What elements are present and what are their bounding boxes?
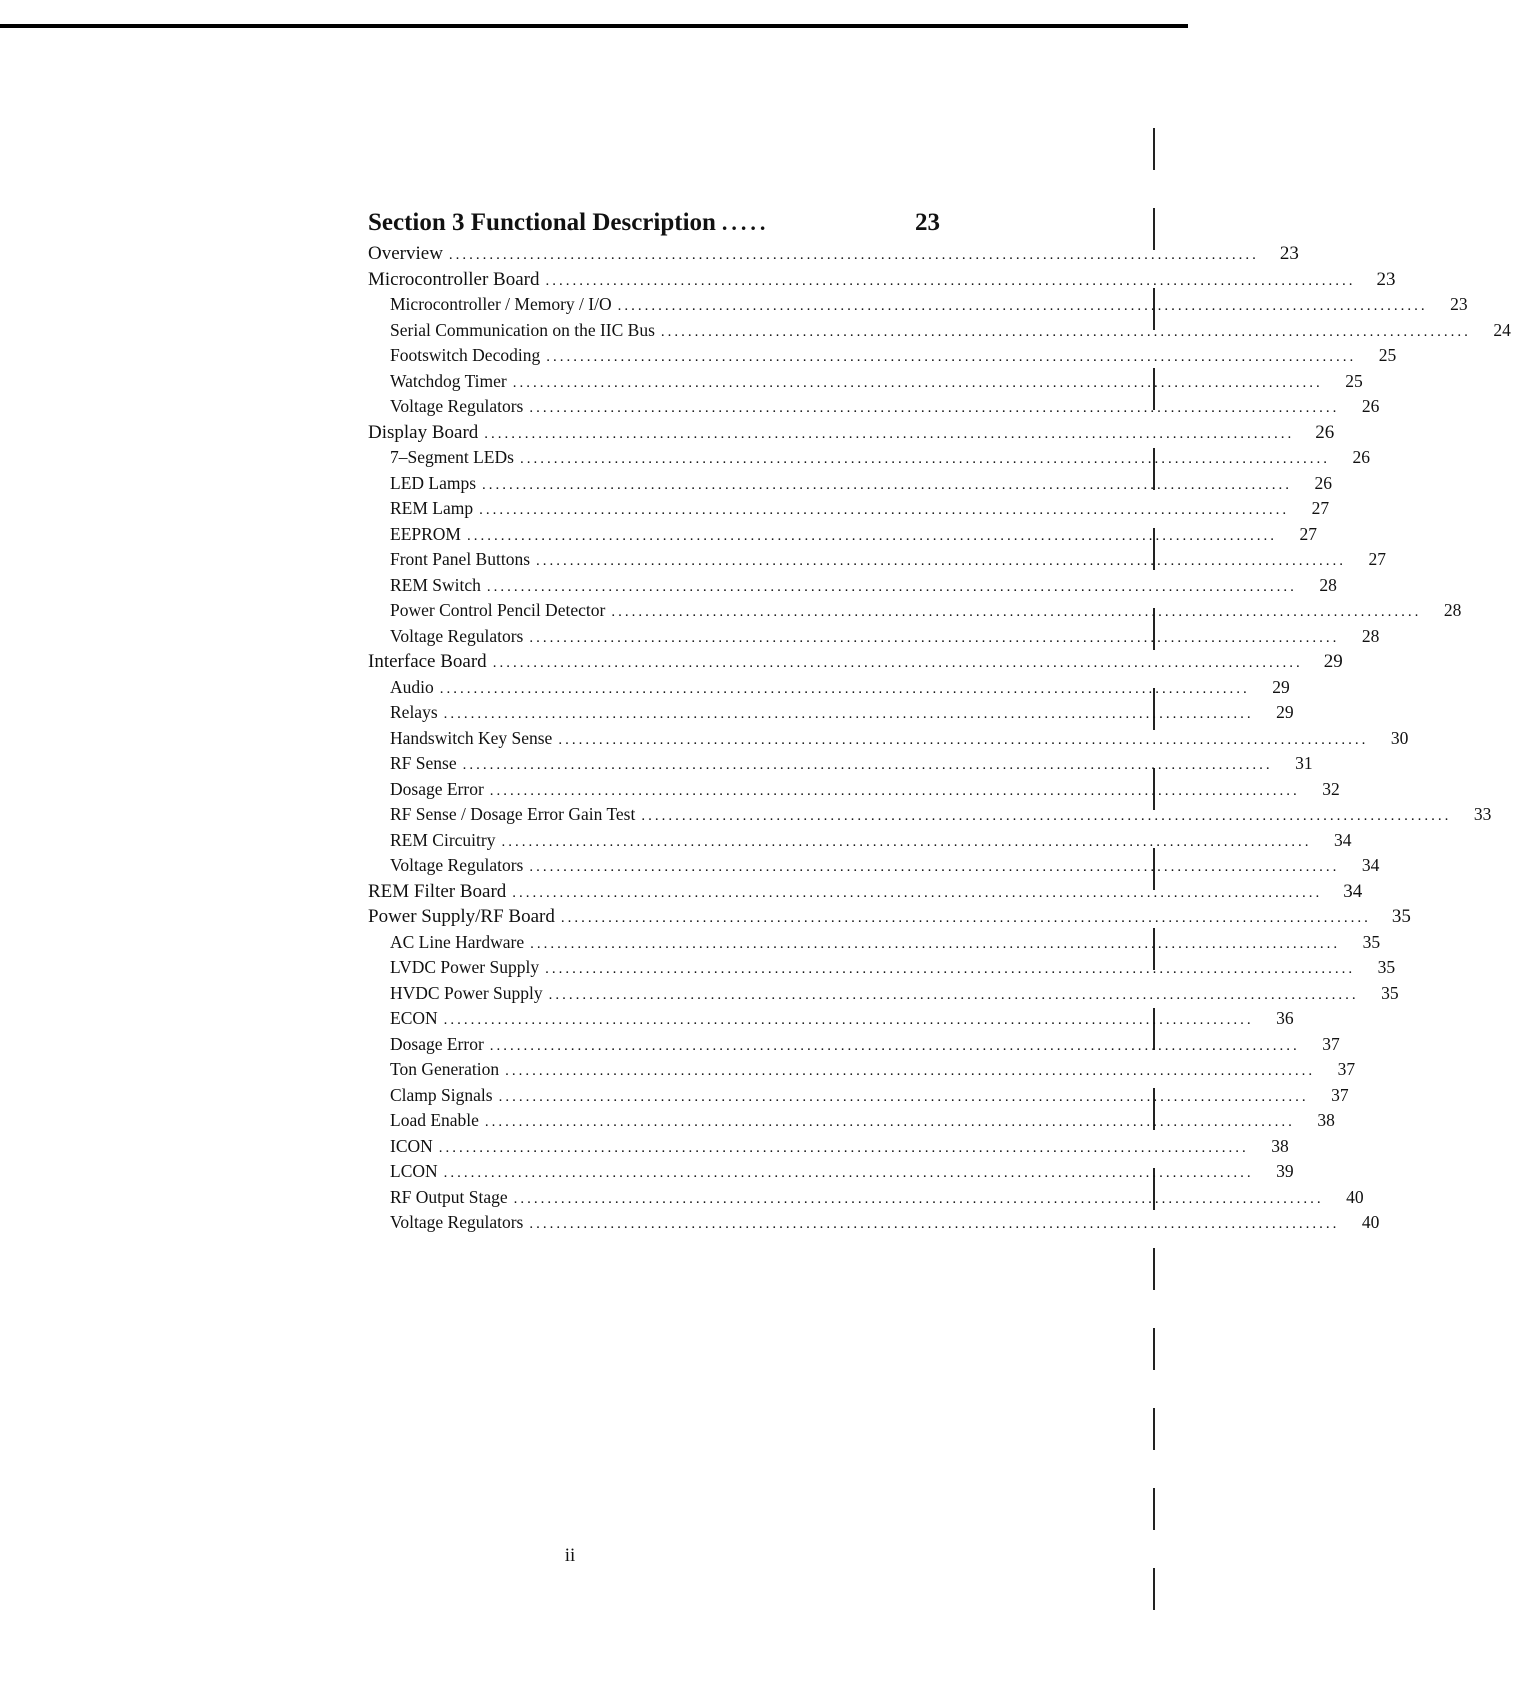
- toc-leader-dots: ........................................................................................................................: [484, 425, 1295, 442]
- toc-subentry[interactable]: [368, 675, 1290, 701]
- toc-entry[interactable]: [368, 879, 1363, 905]
- toc-entry-title: Dosage Error: [390, 1033, 484, 1054]
- toc-entry-page: 23: [1376, 268, 1396, 290]
- toc-entry-page: 33: [1473, 804, 1492, 824]
- toc-entry-page: 32: [1322, 778, 1340, 799]
- toc-leader-dots: ........................................................................................................................: [512, 374, 1323, 391]
- toc-section-title: Section 3 Functional Description: [368, 209, 716, 236]
- toc-leader-dots: ........................................................................................................................: [617, 298, 1428, 314]
- toc-leader-dots: ........................................................................................................................: [660, 323, 1471, 340]
- toc-leader-dots: ........................................................................................................................: [505, 1063, 1316, 1079]
- toc-subentry[interactable]: [368, 318, 1511, 344]
- toc-entry-title: Watchdog Timer: [390, 370, 507, 391]
- toc-subentry[interactable]: [368, 598, 1462, 624]
- toc-subentry[interactable]: [368, 1057, 1356, 1083]
- toc-entry-title: AC Line Hardware: [390, 931, 525, 952]
- toc-entry-title: EEPROM: [390, 523, 461, 544]
- toc-entry-title: ICON: [390, 1135, 433, 1156]
- toc-leader-dots: ........................................................................................................................: [548, 986, 1359, 1003]
- toc-section-heading[interactable]: [368, 205, 948, 241]
- toc-entry-title: LVDC Power Supply: [390, 957, 540, 977]
- toc-entry-title: RF Sense: [390, 753, 457, 773]
- toc-entry-page: 36: [1276, 1008, 1294, 1028]
- toc-entry-page: 29: [1276, 702, 1294, 722]
- toc-entry-title: ECON: [390, 1008, 438, 1028]
- toc-entry[interactable]: [368, 241, 1299, 267]
- toc-entry-title: REM Circuitry: [390, 829, 496, 850]
- toc-entry-page: 35: [1377, 957, 1396, 977]
- toc-entry-page: 24: [1493, 319, 1511, 340]
- toc-subentry[interactable]: [368, 1108, 1335, 1134]
- toc-entry-page: 35: [1391, 906, 1411, 927]
- toc-entry-page: 28: [1443, 600, 1462, 620]
- toc-leader-dots: ........................................................................................................................: [484, 1114, 1295, 1130]
- toc-leader-dots: ........................................................................................................................: [546, 349, 1357, 365]
- toc-entry-title: RF Sense / Dosage Error Gain Test: [390, 804, 636, 824]
- toc-entry-page: 34: [1361, 855, 1380, 875]
- toc-subentry[interactable]: [368, 471, 1333, 497]
- toc-subentry[interactable]: [368, 1134, 1289, 1160]
- toc-entry-title: LED Lamps: [390, 472, 477, 493]
- toc-leader-dots: ........................................................................................................................: [438, 1139, 1249, 1156]
- toc-leader-dots: ........................................................................................................................: [513, 1190, 1324, 1207]
- toc-entry[interactable]: [368, 649, 1343, 675]
- toc-leader-dots: ........................................................................................................................: [560, 910, 1371, 926]
- toc-leader-dots: ........................................................................................................................: [448, 247, 1259, 263]
- toc-entry-page: 40: [1346, 1186, 1364, 1207]
- toc-entry-title: 7–Segment LEDs: [390, 447, 514, 467]
- toc-subentry[interactable]: [368, 573, 1337, 599]
- toc-subentry[interactable]: [368, 1006, 1294, 1032]
- toc-leader-dots: ........................................................................................................................: [492, 655, 1303, 671]
- toc-subentry[interactable]: [368, 981, 1399, 1007]
- toc-entry-page: 27: [1368, 549, 1387, 569]
- toc-leader-dots: ........................................................................................................................: [529, 1216, 1340, 1232]
- toc-entry-page: 34: [1343, 880, 1363, 902]
- toc-entry[interactable]: [368, 267, 1396, 293]
- toc-leader-dots: ........................................................................................................................: [519, 451, 1330, 467]
- toc-leader-dots: ........................................................................................................................: [443, 1165, 1254, 1181]
- toc-subentry[interactable]: [368, 828, 1352, 854]
- toc-leader-dots: ........................................................................................................................: [558, 731, 1369, 748]
- toc-entry[interactable]: [368, 420, 1335, 446]
- toc-leader-dots: ........................................................................................................................: [611, 604, 1422, 620]
- toc-entry-page: 27: [1299, 523, 1317, 544]
- toc-entry-page: 28: [1361, 625, 1380, 646]
- toc-entry[interactable]: [368, 904, 1411, 930]
- toc-entry-title: Serial Communication on the IIC Bus: [390, 319, 655, 340]
- toc-subentry[interactable]: [368, 394, 1380, 420]
- toc-leader-dots: ........................................................................................................................: [501, 833, 1312, 850]
- toc-subentry[interactable]: [368, 930, 1381, 956]
- toc-leader-dots: ........................................................................................................................: [536, 553, 1347, 569]
- toc-entry-page: 23: [1279, 243, 1299, 264]
- toc-entry-title: Dosage Error: [390, 778, 484, 799]
- toc-entry-title: Footswitch Decoding: [390, 345, 541, 365]
- toc-subentry[interactable]: [368, 1083, 1349, 1109]
- toc-entry-title: Overview: [368, 243, 443, 264]
- toc-entry-page: 26: [1361, 396, 1380, 416]
- toc-entry-page: 25: [1345, 370, 1363, 391]
- toc-leader-dots: ........................................................................................................................: [482, 476, 1293, 493]
- toc-subentry[interactable]: [368, 751, 1313, 777]
- toc-entry-page: 38: [1317, 1110, 1335, 1130]
- page-number: ii: [564, 1545, 576, 1566]
- toc-leader-dots: ........................................................................................................................: [545, 272, 1356, 289]
- toc-entry-title: REM Filter Board: [368, 880, 507, 902]
- toc-entry-page: 35: [1362, 931, 1381, 952]
- toc-entry-title: Load Enable: [390, 1110, 479, 1130]
- toc-entry-page: 25: [1378, 345, 1397, 365]
- table-of-contents: [368, 205, 1511, 1236]
- toc-entry-page: 26: [1352, 447, 1370, 467]
- toc-leader-dots: ........................................................................................................................: [529, 859, 1340, 875]
- toc-entry-page: 29: [1323, 651, 1343, 672]
- toc-subentry[interactable]: [368, 522, 1317, 548]
- toc-entry-page: 37: [1337, 1059, 1356, 1079]
- toc-leader-dots: ........................................................................................................................: [466, 527, 1277, 544]
- toc-entry-title: RF Output Stage: [390, 1186, 508, 1207]
- toc-entry-page: 26: [1315, 421, 1335, 443]
- toc-entry-page: 37: [1331, 1084, 1349, 1105]
- toc-leader-dots: ........................................................................................................................: [486, 578, 1297, 595]
- toc-entry-page: 23: [1450, 294, 1468, 314]
- toc-entry-title: Interface Board: [368, 651, 487, 672]
- toc-entry-title: HVDC Power Supply: [390, 982, 543, 1003]
- toc-entry-page: 26: [1314, 472, 1333, 493]
- toc-entry-title: Relays: [390, 702, 438, 722]
- toc-subentry[interactable]: [368, 726, 1409, 752]
- toc-entry-title: Power Supply/RF Board: [368, 906, 555, 927]
- toc-subentry[interactable]: [368, 369, 1363, 395]
- toc-entry-page: 40: [1361, 1212, 1380, 1232]
- top-rule: [0, 24, 1188, 28]
- toc-leader-dots: ........................................................................................................................: [545, 961, 1356, 977]
- toc-entry-title: Voltage Regulators: [390, 625, 524, 646]
- toc-entry-page: 39: [1276, 1161, 1294, 1181]
- toc-leader-dots: ........................................................................................................................: [462, 757, 1273, 773]
- toc-subentry[interactable]: [368, 802, 1492, 828]
- toc-entry-title: Microcontroller / Memory / I/O: [390, 294, 612, 314]
- toc-entry-page: 34: [1333, 829, 1352, 850]
- toc-leader-dots: ........................................................................................................................: [443, 706, 1254, 722]
- toc-leader-dots: ........................................................................................................................: [529, 629, 1340, 646]
- toc-leader-dots: ........................................................................................................................: [479, 502, 1290, 518]
- toc-entry-title: LCON: [390, 1161, 438, 1181]
- toc-leader-dots: ........................................................................................................................: [489, 1037, 1300, 1054]
- toc-subentry[interactable]: [368, 700, 1294, 726]
- toc-entry-title: Voltage Regulators: [390, 855, 524, 875]
- toc-entry-title: Voltage Regulators: [390, 396, 524, 416]
- toc-entry-title: Clamp Signals: [390, 1084, 493, 1105]
- toc-subentry[interactable]: [368, 853, 1380, 879]
- toc-leader-dots: ........................................................................................................................: [498, 1088, 1309, 1105]
- toc-leader-dots: ........................................................................................................................: [529, 400, 1340, 416]
- toc-subentry[interactable]: [368, 445, 1370, 471]
- toc-entry-page: 35: [1381, 982, 1399, 1003]
- toc-section-page: 23: [915, 209, 940, 236]
- toc-entry-title: REM Switch: [390, 574, 481, 595]
- toc-entry-page: 38: [1271, 1135, 1289, 1156]
- toc-leader-dots: ........................................................................................................................: [530, 935, 1341, 952]
- toc-subentry[interactable]: [368, 777, 1340, 803]
- toc-leader-dots: ........................................................................................................................: [512, 884, 1323, 901]
- toc-subentry[interactable]: [368, 547, 1387, 573]
- toc-leader-dots: ........................................................................................................................: [443, 1012, 1254, 1028]
- toc-entry-title: Power Control Pencil Detector: [390, 600, 606, 620]
- toc-entry-title: Display Board: [368, 421, 479, 443]
- toc-leader-dots: ........................................................................................................................: [439, 680, 1250, 697]
- toc-subentry[interactable]: [368, 496, 1330, 522]
- toc-leader-dots: ........................................................................................................................: [489, 782, 1300, 799]
- toc-subentry[interactable]: [368, 343, 1397, 369]
- toc-subentry[interactable]: [368, 292, 1468, 318]
- toc-subentry[interactable]: [368, 1210, 1380, 1236]
- toc-entry-title: Voltage Regulators: [390, 1212, 524, 1232]
- toc-entries: [368, 241, 1511, 1236]
- toc-entry-page: 28: [1319, 574, 1337, 595]
- toc-entry-title: REM Lamp: [390, 498, 474, 518]
- toc-entry-title: Handswitch Key Sense: [390, 727, 553, 748]
- toc-leader-dots: ........................................................................................................................: [641, 808, 1452, 824]
- toc-subentry[interactable]: [368, 955, 1396, 981]
- toc-entry-title: Ton Generation: [390, 1059, 500, 1079]
- toc-entry-page: 37: [1322, 1033, 1340, 1054]
- toc-subentry[interactable]: [368, 1159, 1294, 1185]
- toc-entry-page: 30: [1390, 727, 1409, 748]
- toc-subentry[interactable]: [368, 1032, 1340, 1058]
- toc-entry-page: 31: [1295, 753, 1313, 773]
- toc-subentry[interactable]: [368, 624, 1380, 650]
- toc-entry-page: 29: [1272, 676, 1290, 697]
- toc-subentry[interactable]: [368, 1185, 1364, 1211]
- toc-entry-title: Audio: [390, 676, 434, 697]
- toc-entry-title: Front Panel Buttons: [390, 549, 531, 569]
- toc-entry-title: Microcontroller Board: [368, 268, 540, 290]
- toc-entry-page: 27: [1311, 498, 1330, 518]
- toc-leader-dots: .....: [721, 210, 770, 235]
